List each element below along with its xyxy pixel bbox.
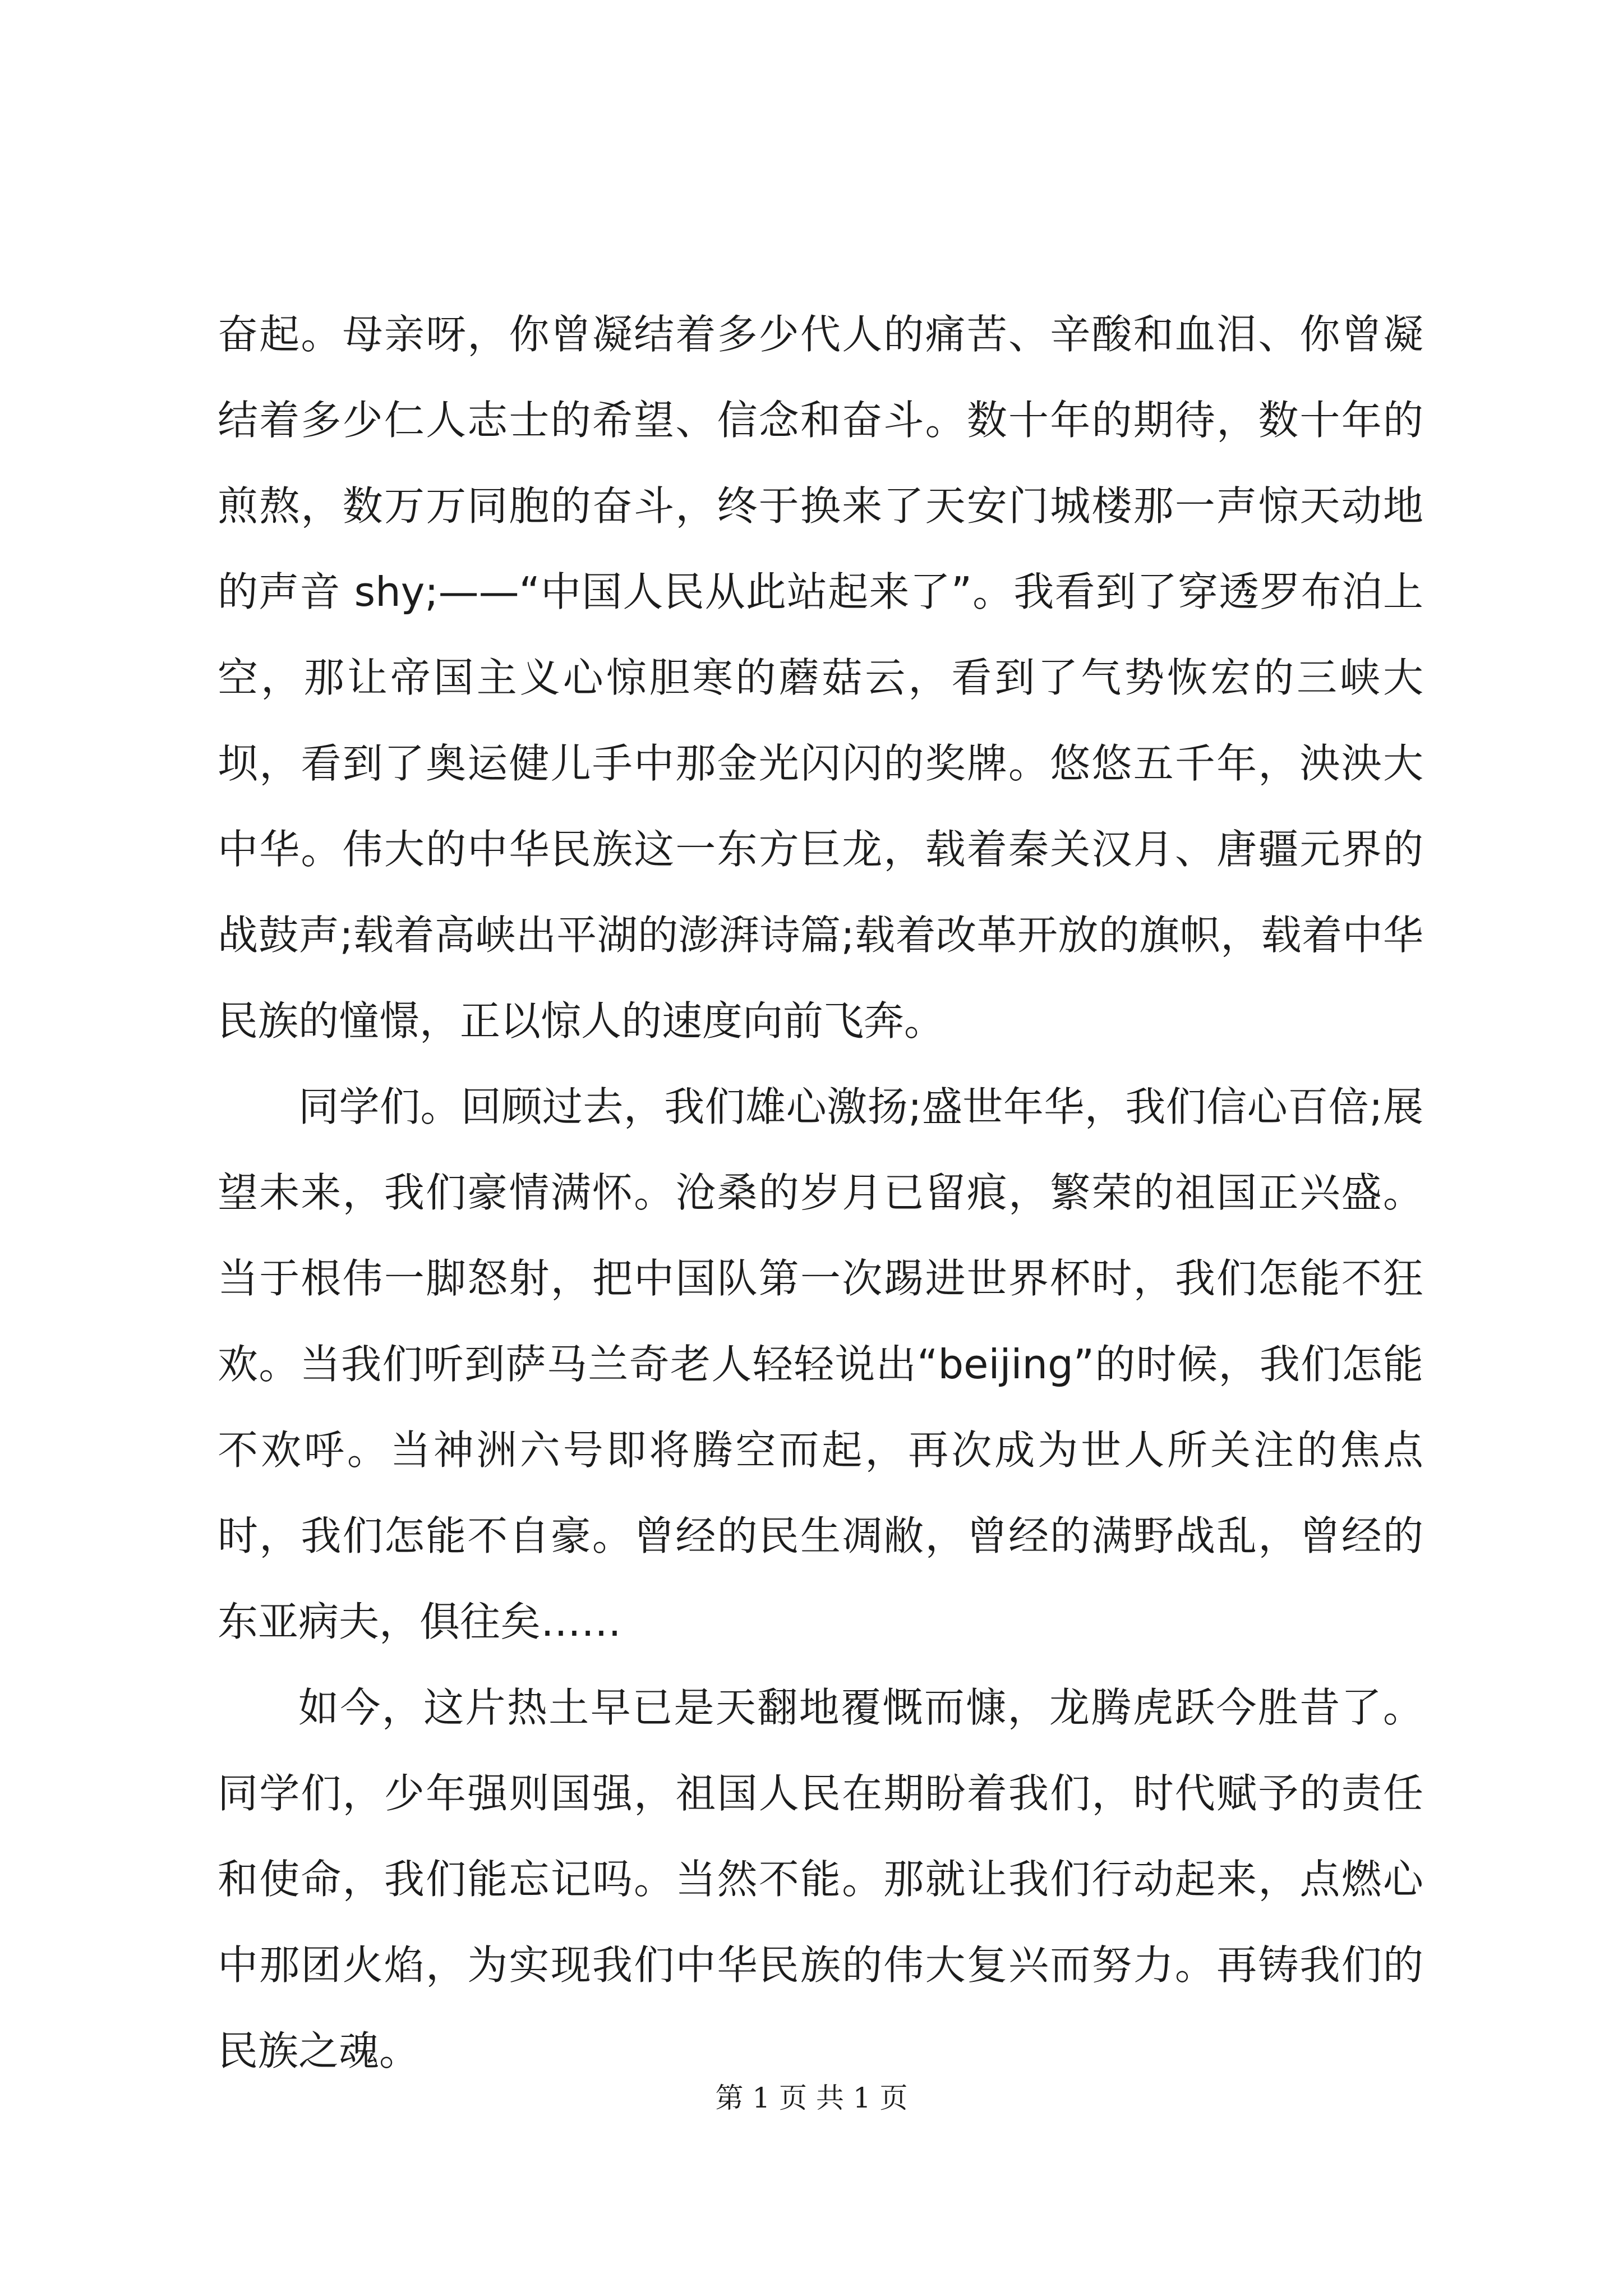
document-body <box>218 292 1423 2094</box>
paragraph-3: 如今，这片热土早已是天翻地覆慨而慷，龙腾虎跃今胜昔了。同学们，少年强则国强，祖国人民在期盼着我们，时代赋予的责任和使命，我们能忘记吗。当然不能。那就让我们行动起来，点燃心中那团火焰，为实现我们中华民族的伟大复兴而努力。再铸我们的民族之魂。 <box>218 1684 1423 2074</box>
page-footer: 第 1 页 共 1 页 <box>715 2082 908 2114</box>
paragraph-2: 同学们。回顾过去，我们雄心激扬;盛世年华，我们信心百倍;展望未来，我们豪情满怀。沧桑的岁月已留痕，繁荣的祖国正兴盛。当于根伟一脚怒射，把中国队第一次踢进世界杯时，我们怎能不狂欢。当我们听到萨马兰奇老人轻轻说出“beijing”的时候，我们怎能不欢呼。当神洲六号即将腾空而起，再次成为世人所关注的焦点时，我们怎能不自豪。曾经的民生凋敝，曾经的满野战乱，曾经的东亚病夫，俱往矣…… <box>218 1083 1423 1645</box>
paragraph-1: 奋起。母亲呀，你曾凝结着多少代人的痛苦、辛酸和血泪、你曾凝结着多少仁人志士的希望、信念和奋斗。数十年的期待，数十年的煎熬，数万万同胞的奋斗，终于换来了天安门城楼那一声惊天动地的声音 shy;——“中国人民从此站起来了”。我看到了穿透罗布泊上空，那让帝国主义心惊胆寒的蘑菇云，看到了气势恢宏的三峡大坝，看到了奥运健儿手中那金光闪闪的奖牌。悠悠五千年，泱泱大中华。伟大的中华民族这一东方巨龙，载着秦关汉月、唐疆元界的战鼓声;载着高峡出平湖的澎湃诗篇;载着改革开放的旗帜，载着中华民族的憧憬，正以惊人的速度向前飞奔。 <box>218 311 1423 1045</box>
